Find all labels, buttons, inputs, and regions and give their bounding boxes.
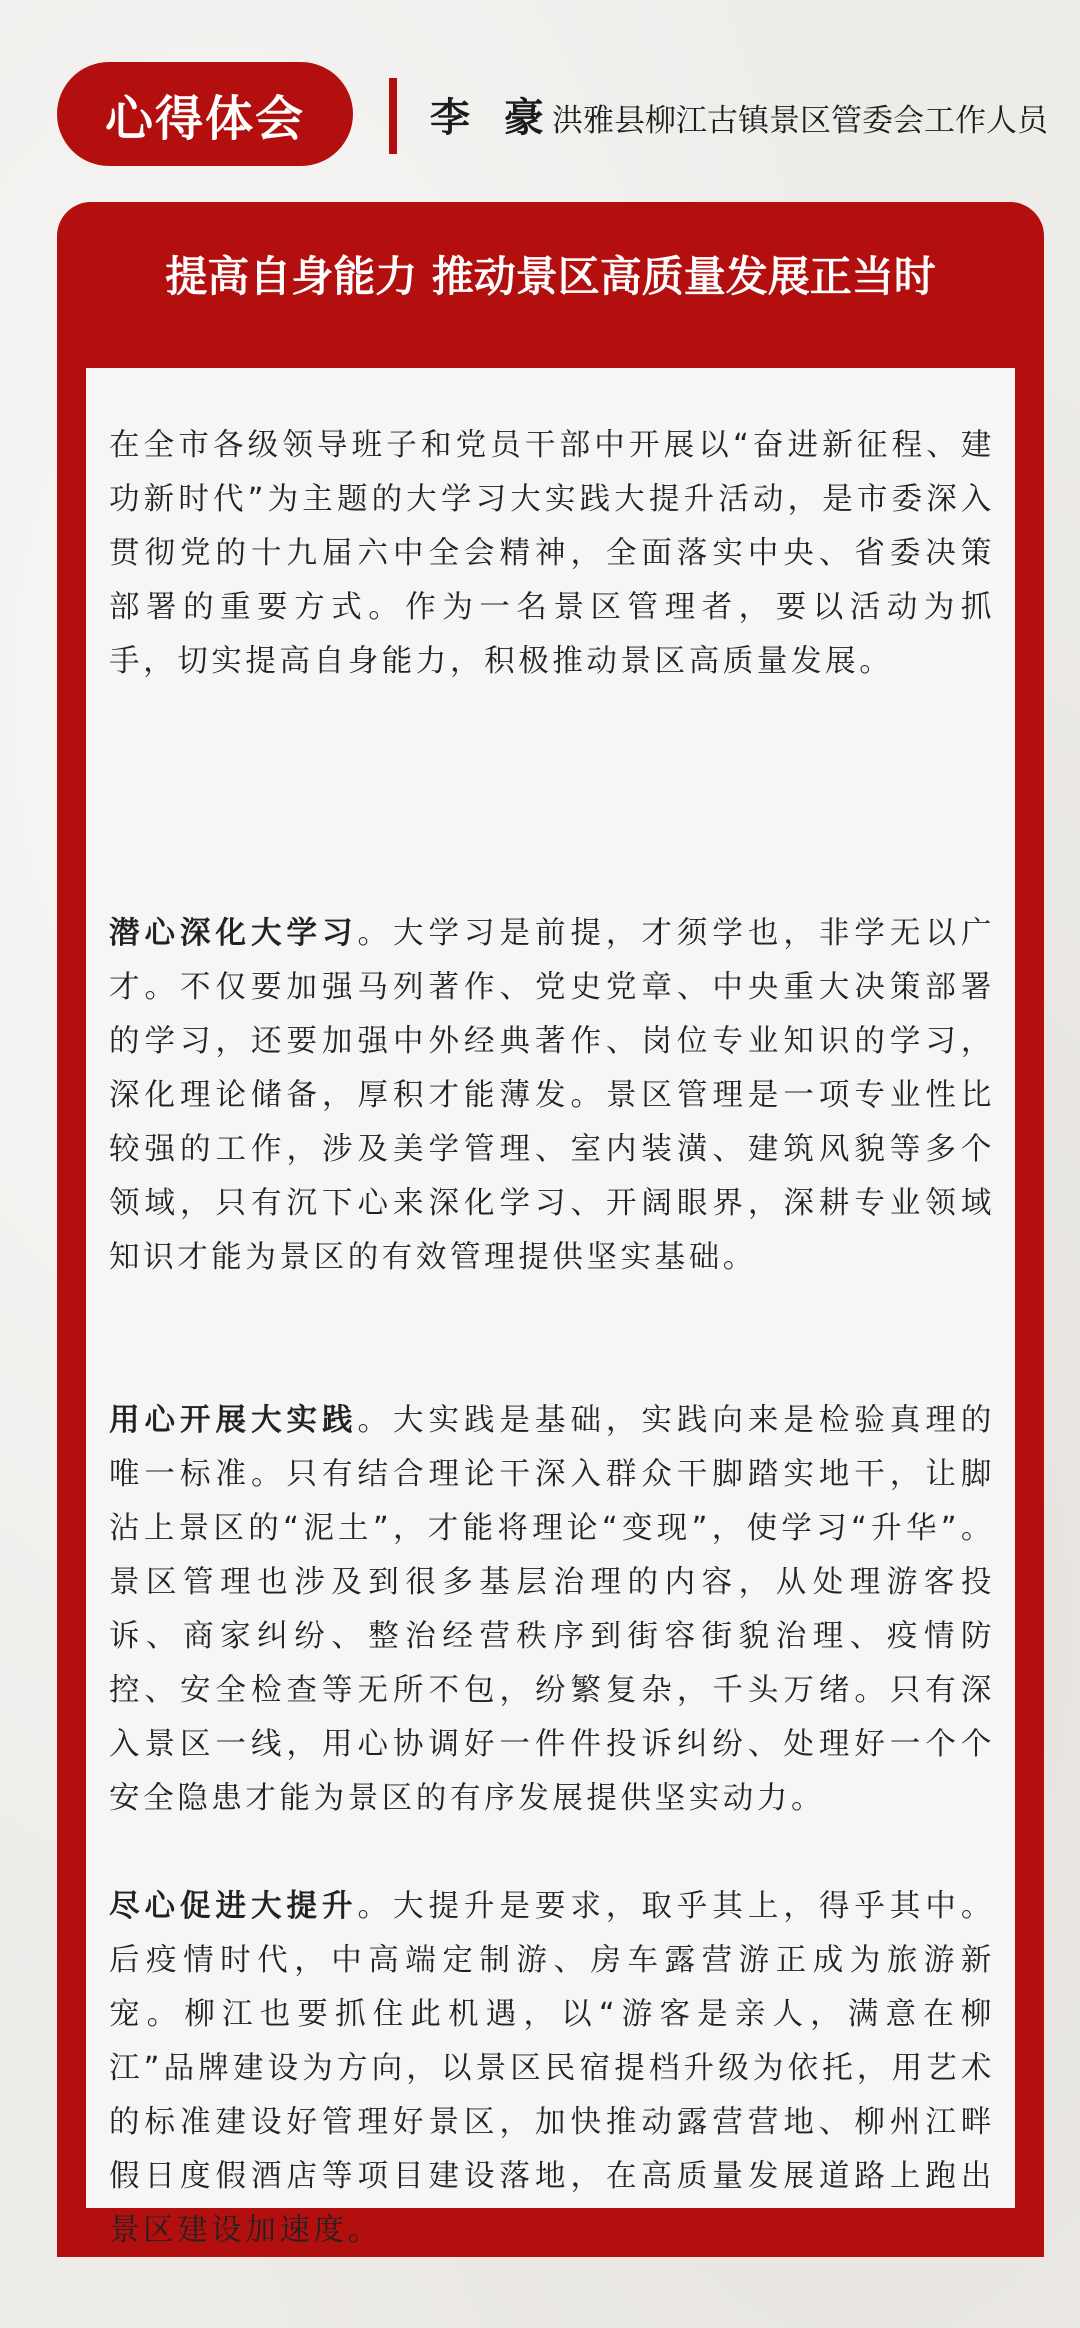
article-title: 提高自身能力 推动景区高质量发展正当时 xyxy=(165,252,936,301)
section-paragraph-improve xyxy=(109,1880,995,2258)
author-title: 洪雅县柳江古镇景区管委会工作人员 xyxy=(552,103,1048,139)
author-name: 李 豪 xyxy=(430,95,554,141)
section-body: 。大实践是基础，实践向来是检验真理的唯一标准。只有结合理论干深入群众干脚踏实地干，让脚沾上景区的“泥土”，才能将理论“变现”，使学习“升华”。景区管理也涉及到很多基层治理的内容，从处理游客投诉、商家纠纷、整治经营秩序到街容街貌治理、疫情防控、安全检查等无所不包，纷繁复杂，千头万绪。只有深入景区一线，用心协调好一件件投诉纠纷、处理好一个个安全隐患才能为景区的有序发展提供坚实动力。 xyxy=(109,1402,995,1816)
section-paragraph-study xyxy=(109,907,995,1285)
category-badge: 心得体会 xyxy=(57,62,353,166)
section-lead: 用心开展大实践 xyxy=(109,1402,358,1438)
intro-paragraph xyxy=(109,419,995,689)
section-body: 。大提升是要求，取乎其上，得乎其中。后疫情时代，中高端定制游、房车露营游正成为旅游新宠。柳江也要抓住此机遇，以“游客是亲人，满意在柳江”品牌建设为方向，以景区民宿提档升级为依托，用艺术的标准建设好管理好景区，加快推动露营营地、柳州江畔假日度假酒店等项目建设落地，在高质量发展道路上跑出景区建设加速度。 xyxy=(109,1888,995,2248)
intro-text: 在全市各级领导班子和党员干部中开展以“奋进新征程、建功新时代”为主题的大学习大实践大提升活动，是市委深入贯彻党的十九届六中全会精神，全面落实中央、省委决策部署的重要方式。作为一名景区管理者，要以活动为抓手，切实提高自身能力，积极推动景区高质量发展。 xyxy=(109,427,995,679)
section-lead: 潜心深化大学习 xyxy=(109,915,358,951)
article-card xyxy=(57,202,1044,2257)
header-divider xyxy=(389,78,397,154)
section-body: 。大学习是前提，才须学也，非学无以广才。不仅要加强马列著作、党史党章、中央重大决策部署的学习，还要加强中外经典著作、岗位专业知识的学习，深化理论储备，厚积才能薄发。景区管理是一项专业性比较强的工作，涉及美学管理、室内装潢、建筑风貌等多个领域，只有沉下心来深化学习、开阔眼界，深耕专业领域知识才能为景区的有效管理提供坚实基础。 xyxy=(109,915,995,1275)
section-lead: 尽心促进大提升 xyxy=(109,1888,358,1924)
section-paragraph-practice xyxy=(109,1394,995,1826)
article-body xyxy=(86,368,1015,2248)
